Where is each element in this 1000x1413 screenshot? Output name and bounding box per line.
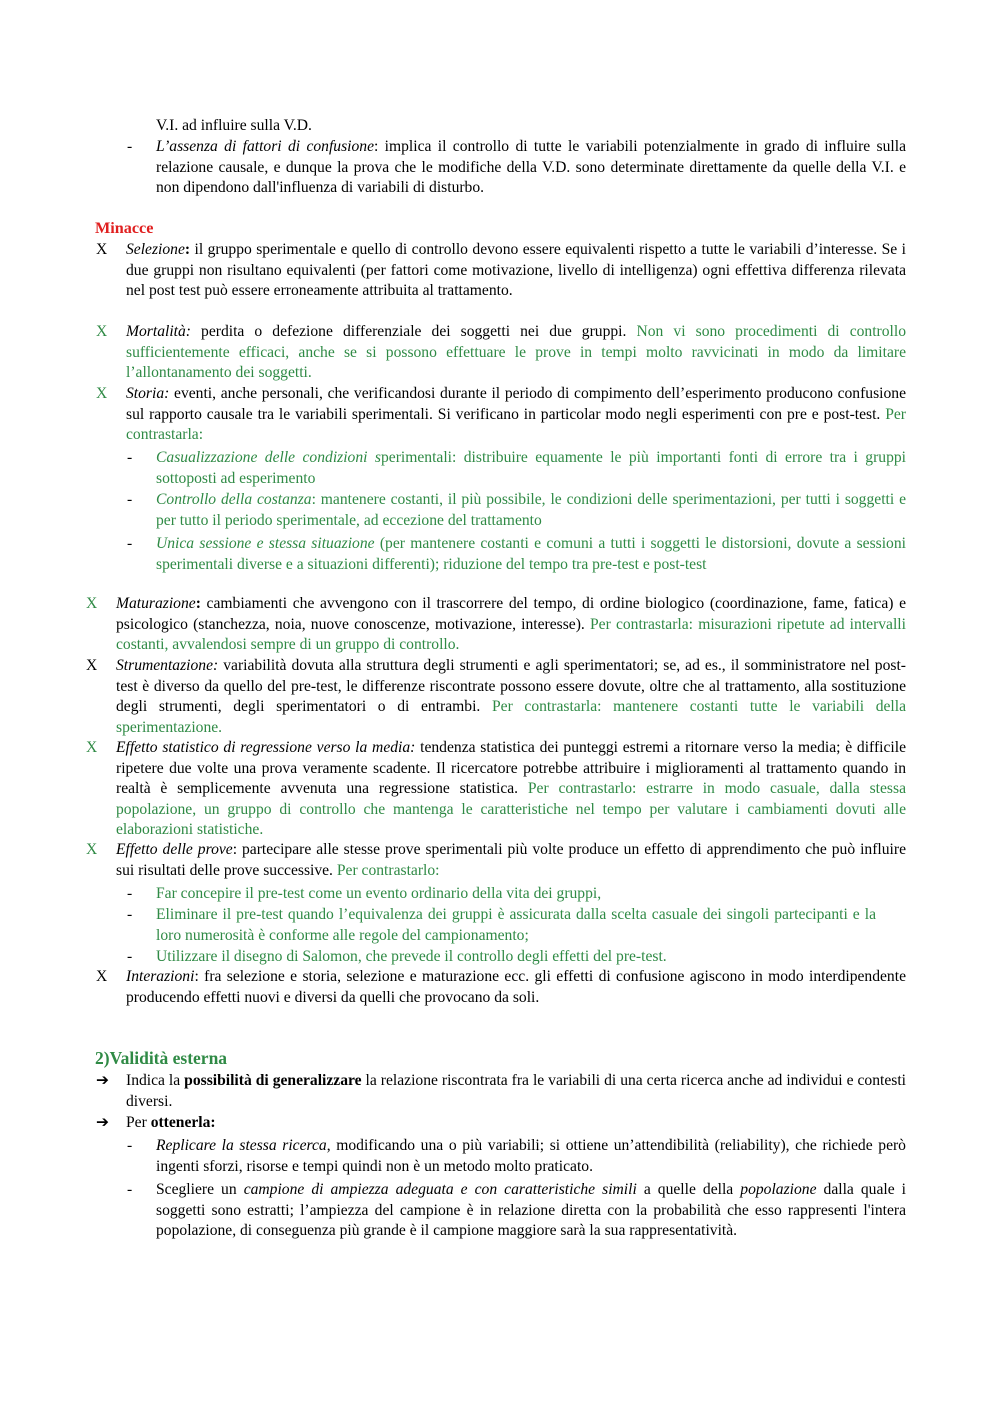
threat-text: tendenza statistica dei punteggi estremi a ritornare verso la media; è difficile ripetere due volte una prova veramente scadente. Il ricercatore potrebbe attribuire i miglioramenti al trattamento quando in realtà è semplicemente avvenuta una regressione statistica.: [116, 739, 906, 798]
threat-title: Effetto statistico di regressione verso la media:: [116, 739, 416, 756]
method-text: , modificando una o più variabili; si ottiene un’attendibilità (reliability), che richiede però ingenti sforzi, risorse e tempi quindi non è un metodo molto praticato.: [156, 1137, 906, 1175]
method-campione: [156, 1180, 906, 1242]
threat-selezione: [126, 240, 906, 302]
remedy-title: Casualizzazione delle condizioni s: [156, 449, 381, 466]
item-title: L’assenza di fattori di confusione: [156, 138, 374, 155]
dash-marker: -: [127, 535, 133, 552]
section-heading-minacce: Minacce: [95, 219, 154, 237]
remedy-salomon: Utilizzare il disegno di Salomon, che prevede il controllo degli effetti del pre-test.: [156, 948, 667, 965]
bold-run: ottenerla:: [150, 1114, 216, 1131]
threat-title: Maturazione: [116, 595, 196, 612]
threat-title: Mortalità:: [126, 323, 191, 340]
dash-marker: -: [127, 885, 133, 902]
text-run: Scegliere un: [156, 1181, 244, 1198]
threat-mortalita: [126, 322, 906, 384]
threat-colon: :: [184, 241, 191, 258]
threat-prove: [116, 840, 906, 881]
x-marker: X: [96, 241, 108, 258]
dash-marker: -: [127, 449, 133, 466]
threat-storia: [126, 384, 906, 446]
italic-run: popolazione: [740, 1181, 817, 1198]
threat-text: perdita o defezione differenziale dei soggetti nei due gruppi.: [190, 323, 637, 340]
threat-strumentazione: [116, 656, 906, 738]
x-marker: X: [96, 385, 108, 402]
threat-text: eventi, anche personali, che verificandosi durante il periodo di compimento dell’esperimento producono confusione sul rapporto causale tra le variabili sperimentali. Si verificano in particolar modo negli esperimenti con pre e post-test.: [126, 385, 906, 423]
threat-text: : partecipare alle stesse prove sperimentali più volte produce un effetto di apprendimento che può influire sui risultati delle prove successive.: [116, 841, 906, 879]
x-marker: X: [86, 841, 98, 858]
threat-title: Selezione: [126, 241, 185, 258]
bold-run: possibilità di generalizzare: [184, 1072, 362, 1089]
threat-title: Strumentazione:: [116, 657, 219, 674]
threat-title: Interazioni: [126, 968, 195, 985]
threat-text: cambiamenti che avvengono con il trascorrere del tempo, di ordine biologico (coordinazione, fame, fatica) e psicologico (stanchezza, noia, nuove conoscenze, motivazione, interesse).: [116, 595, 906, 633]
threat-remedy: Non vi sono procedimenti di controllo sufficientemente efficaci, anche se si possono effettuare le prove in tempi molto ravvicinati in modo da limitare l’allontanamento dei soggetti.: [126, 323, 906, 382]
remedy-costanza: [156, 490, 906, 531]
method-replicare: [156, 1136, 906, 1177]
threat-title: Effetto delle prove: [116, 841, 233, 858]
threat-regressione: [116, 738, 906, 841]
threat-remedy: Per contrastarlo: estrarre in modo casuale, dalla stessa popolazione, un gruppo di controllo che mantenga le caratteristiche nel tempo per valutare i cambiamenti dovuti alle elaborazioni statistiche.: [116, 780, 906, 839]
section-title: Validità esterna: [109, 1048, 228, 1068]
remedy-casualizzazione: [156, 448, 906, 489]
threat-text: il gruppo sperimentale e quello di controllo devono essere equivalenti rispetto a tutte le variabili d’interesse. Se i due gruppi non risultano equivalenti (per fattori come motivazione, livello di intelligenza) ogni effettiva differenza rilevata nel post test può essere erroneamente attribuita al trattamento.: [126, 241, 906, 300]
italic-run: campione di ampiezza adeguata e con caratteristiche simili: [243, 1181, 637, 1198]
paragraph-generalizzare: [126, 1071, 906, 1112]
threat-text: : fra selezione e storia, selezione e maturazione ecc. gli effetti di confusione agiscono in modo interdipendente producendo effetti nuovi e diversi da quelli che provocano da soli.: [126, 968, 906, 1006]
right-arrow-icon: ➔: [96, 1114, 110, 1131]
remedy-unica-sessione: [156, 534, 906, 575]
threat-title: Storia:: [126, 385, 170, 402]
remedy-eliminare-pretest: Eliminare il pre-test quando l’equivalenza dei gruppi è assicurata dalla scelta casuale dei singoli partecipanti e la loro numerosità è conforme alle regole del campionamento;: [156, 906, 876, 944]
threat-maturazione: [116, 594, 906, 656]
dash-marker: -: [127, 138, 133, 155]
x-marker: X: [86, 595, 98, 612]
section-number: 2): [95, 1048, 110, 1068]
remedy-title: Unica sessione e stessa situazione: [156, 535, 375, 552]
dash-marker: -: [127, 906, 133, 923]
dash-marker: -: [127, 948, 133, 965]
remedy-pretest-ordinario: Far concepire il pre-test come un evento ordinario della vita dei gruppi,: [156, 885, 602, 902]
remedy-text: : mantenere costanti, il più possibile, le condizioni delle sperimentazioni, per tutti i soggetti e per tutto il periodo sperimentale, ad eccezione del trattamento: [156, 491, 906, 529]
text-run: a quelle della: [636, 1181, 741, 1198]
remedy-text: (per mantenere costanti e comuni a tutti i soggetti le distorsioni, dovute a sessioni sperimentali diverse e a situazioni differenti); riduzione del tempo tra pre-test e post-test: [156, 535, 906, 573]
x-marker: X: [96, 968, 108, 985]
dash-marker: -: [127, 491, 133, 508]
right-arrow-icon: ➔: [96, 1072, 110, 1089]
section-heading-validita-esterna: [95, 1048, 227, 1069]
list-item-confusione: [156, 137, 906, 199]
threat-colon: :: [195, 595, 201, 612]
x-marker: X: [86, 657, 98, 674]
threat-text: variabilità dovuta alla struttura degli strumenti e agli sperimentatori; se, ad es., il somministratore nel post-test è diverso da quello del pre-test, le differenze riscontrate possono essere dovute, oltre che al trattamento, alla sostituzione degli strumenti, degli sperimentatori o di entrambi.: [116, 657, 906, 716]
remedy-text: perimentali: distribuire equamente le più importanti fonti di errore tra i gruppi sottoposti ad esperimento: [156, 449, 906, 487]
paragraph-ottenerla: [126, 1113, 906, 1134]
threat-remedy: Per contrastarlo:: [336, 861, 440, 879]
threat-remedy: Per contrastarla: misurazioni ripetute ad intervalli costanti, avvalendosi sempre di un gruppo di controllo.: [116, 615, 906, 654]
threat-remedy: Per contrastarla: mantenere costanti tutte le variabili della sperimentazione.: [116, 698, 906, 736]
threat-interazioni: [126, 967, 906, 1008]
x-marker: X: [86, 739, 98, 756]
remedy-title: Controllo della costanza: [156, 491, 312, 508]
dash-marker: -: [127, 1181, 133, 1198]
dash-marker: -: [127, 1137, 133, 1154]
text-run: dalla quale i soggetti sono estratti; l’ampiezza del campione è in relazione diretta con la probabilità che esso rappresenti l'intera popolazione, di conseguenza più grande è il campione maggiore sarà la sua rappresentatività.: [156, 1181, 907, 1240]
x-marker: X: [96, 323, 108, 340]
text-run: Indica la: [126, 1072, 185, 1089]
threat-remedy: Per contrastarla:: [126, 405, 906, 444]
continuation-line: V.I. ad influire sulla V.D.: [156, 117, 312, 134]
text-run: Per: [126, 1114, 151, 1131]
item-text: : implica il controllo di tutte le variabili potenzialmente in grado di influire sulla relazione causale, e dunque la prova che le modifiche della V.D. sono determinate direttamente da quelle della V.I. e non dipendono dall'influenza di variabili di disturbo.: [156, 138, 906, 197]
text-run: la relazione riscontrata fra le variabili di una certa ricerca anche ad individui e contesti diversi.: [126, 1072, 906, 1110]
method-title: Replicare la stessa ricerca: [156, 1137, 327, 1154]
